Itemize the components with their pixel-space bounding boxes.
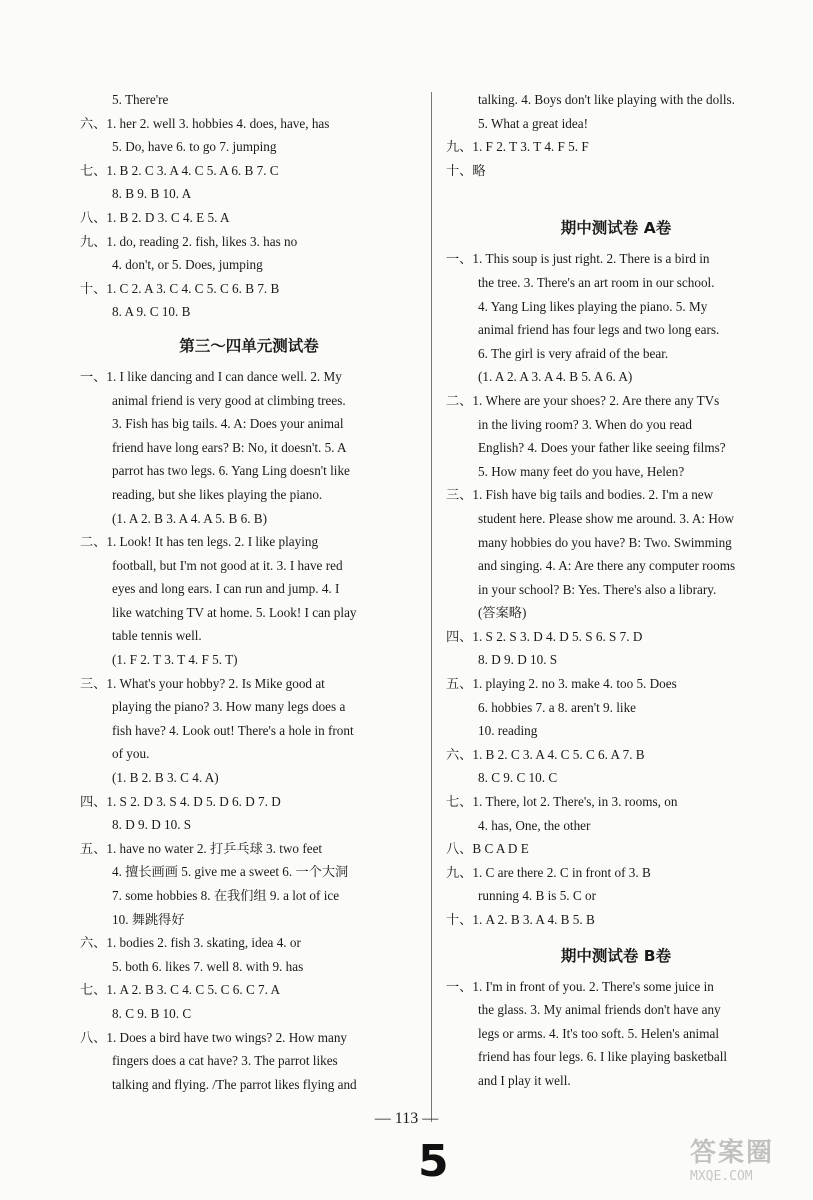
answer-line: 4. don't, or 5. Does, jumping [112,257,263,273]
answer-line: 十、略 [446,162,486,178]
answer-line: 九、1. C are there 2. C in front of 3. B [446,864,651,880]
answer-line: 一、1. I'm in front of you. 2. There's some juice in [446,978,714,994]
answer-line: 十、1. A 2. B 3. A 4. B 5. B [446,912,595,927]
answer-line: 10. 舞跳得好 [112,911,185,927]
answer-line: 八、1. B 2. D 3. C 4. E 5. A [80,209,230,225]
answer-line: the tree. 3. There's an art room in our school. [478,274,715,290]
answer-line: legs or arms. 4. It's too soft. 5. Helen's animal [478,1025,719,1041]
answer-line: running 4. B is 5. C or [478,888,596,904]
page-number: — 113 — [374,1110,439,1127]
answer-line: English? 4. Does your father like seeing films? [478,440,726,456]
answer-line: 8. D 9. D 10. S [478,652,558,668]
answer-line: and singing. 4. A: Are there any computer rooms [478,558,736,574]
answer-line: 4. has, One, the other [478,817,591,833]
answer-line: 七、1. B 2. C 3. A 4. C 5. A 6. B 7. C [80,162,279,178]
answer-line: 十、1. C 2. A 3. C 4. C 5. C 6. B 7. B [80,280,280,296]
answer-line: football, but I'm not good at it. 3. I have red [112,557,343,573]
section-heading: 第三～四单元测试卷 [179,336,319,355]
answer-line: 二、1. Look! It has ten legs. 2. I like playing [80,534,319,550]
column-divider [431,92,432,1122]
answer-line: (1. F 2. T 3. T 4. F 5. T) [112,652,238,668]
answer-line: 5. There're [112,92,169,107]
answer-line: 8. C 9. B 10. C [112,1005,192,1021]
watermark-logo-text: 答案圈 [690,1138,775,1168]
answer-line: reading, but she likes playing the piano. [112,486,323,502]
answer-line: 六、1. her 2. well 3. hobbies 4. does, have, has [80,115,330,131]
answer-line: 三、1. What's your hobby? 2. Is Mike good at [80,675,325,691]
answer-line: parrot has two legs. 6. Yang Ling doesn't like [112,463,350,479]
answer-line: 一、1. I like dancing and I can dance well. 2. My [80,368,342,384]
answer-line: 九、1. F 2. T 3. T 4. F 5. F [446,139,589,155]
answer-line: 四、1. S 2. D 3. S 4. D 5. D 6. D 7. D [80,793,281,809]
answer-line: of you. [112,746,150,762]
answer-line: playing the piano? 3. How many legs does a [112,699,346,715]
answer-line: 七、1. A 2. B 3. C 4. C 5. C 6. C 7. A [80,982,281,998]
answer-line: (1. A 2. A 3. A 4. B 5. A 6. A) [478,369,633,385]
answer-line: the glass. 3. My animal friends don't have any [478,1002,721,1018]
answer-line: in the living room? 3. When do you read [478,416,693,432]
answer-line: table tennis well. [112,628,202,644]
answer-line: 三、1. Fish have big tails and bodies. 2. I'm a new [446,487,714,503]
answer-line: 5. both 6. likes 7. well 8. with 9. has [112,958,304,974]
answer-line: fingers does a cat have? 3. The parrot likes [112,1053,338,1069]
answer-line: eyes and long ears. I can run and jump. 4. I [112,581,340,597]
answer-line: animal friend has four legs and two long ears. [478,322,720,338]
watermark-logo [690,1132,802,1188]
answer-line: 5. Do, have 6. to go 7. jumping [112,139,277,155]
answer-line: 6. The girl is very afraid of the bear. [478,345,669,361]
answer-line: friend has four legs. 6. I like playing basketball [478,1049,728,1065]
answer-line: 10. reading [478,723,538,739]
answer-line: (1. B 2. B 3. C 4. A) [112,770,219,786]
answer-line: (1. A 2. B 3. A 4. A 5. B 6. B) [112,510,267,526]
answer-line: 七、1. There, lot 2. There's, in 3. rooms, on [446,794,678,810]
answer-line: friend have long ears? B: No, it doesn't. 5. A [112,439,347,455]
answer-line: 4. Yang Ling likes playing the piano. 5. My [478,298,708,314]
answer-line: 九、1. do, reading 2. fish, likes 3. has no [80,233,298,249]
answer-line: like watching TV at home. 5. Look! I can play [112,604,357,620]
answer-line: talking. 4. Boys don't like playing with the dolls. [478,92,735,107]
answer-line: in your school? B: Yes. There's also a library. [478,581,717,597]
right-column [446,88,786,1093]
answer-line: 五、1. playing 2. no 3. make 4. too 5. Does [446,676,677,692]
answer-line: many hobbies do you have? B: Two. Swimming [478,534,732,550]
watermark-url: MXQE.COM [690,1169,753,1184]
answer-line: 四、1. S 2. S 3. D 4. D 5. S 6. S 7. D [446,628,643,644]
answer-line: 5. How many feet do you have, Helen? [478,463,685,479]
answer-line: student here. Please show me around. 3. A: How [478,510,735,526]
answer-line: (答案略) [478,605,527,621]
answer-line: 4. 擅长画画 5. give me a sweet 6. 一个大洞 [112,864,349,880]
section-heading: 期中测试卷 B卷 [560,946,672,965]
answer-line: 五、1. have no water 2. 打乒乓球 3. two feet [80,840,323,856]
answer-line: 二、1. Where are your shoes? 2. Are there any TVs [446,392,720,408]
answer-line: animal friend is very good at climbing trees. [112,392,346,408]
left-column [80,88,418,1096]
answer-line: 8. A 9. C 10. B [112,304,191,320]
handwritten-number: 5 [418,1136,449,1187]
answer-line: 6. hobbies 7. a 8. aren't 9. like [478,699,637,715]
section-heading: 期中测试卷 A卷 [560,219,672,238]
answer-line: talking and flying. /The parrot likes flying and [112,1076,357,1092]
answer-line: and I play it well. [478,1072,571,1088]
answer-line: 7. some hobbies 8. 在我们组 9. a lot of ice [112,888,340,903]
answer-line: 八、B C A D E [446,841,529,857]
answer-line: 八、1. Does a bird have two wings? 2. How many [80,1029,348,1045]
answer-line: 5. What a great idea! [478,115,588,131]
answer-line: 8. D 9. D 10. S [112,817,192,833]
answer-line: 3. Fish has big tails. 4. A: Does your animal [112,416,344,432]
answer-line: 8. C 9. C 10. C [478,770,558,786]
answer-line: 六、1. bodies 2. fish 3. skating, idea 4. or [80,935,301,951]
answer-line: 一、1. This soup is just right. 2. There is a bird in [446,251,710,267]
answer-line: 8. B 9. B 10. A [112,186,192,202]
answer-line: 六、1. B 2. C 3. A 4. C 5. C 6. A 7. B [446,746,645,762]
answer-line: fish have? 4. Look out! There's a hole in front [112,722,354,738]
